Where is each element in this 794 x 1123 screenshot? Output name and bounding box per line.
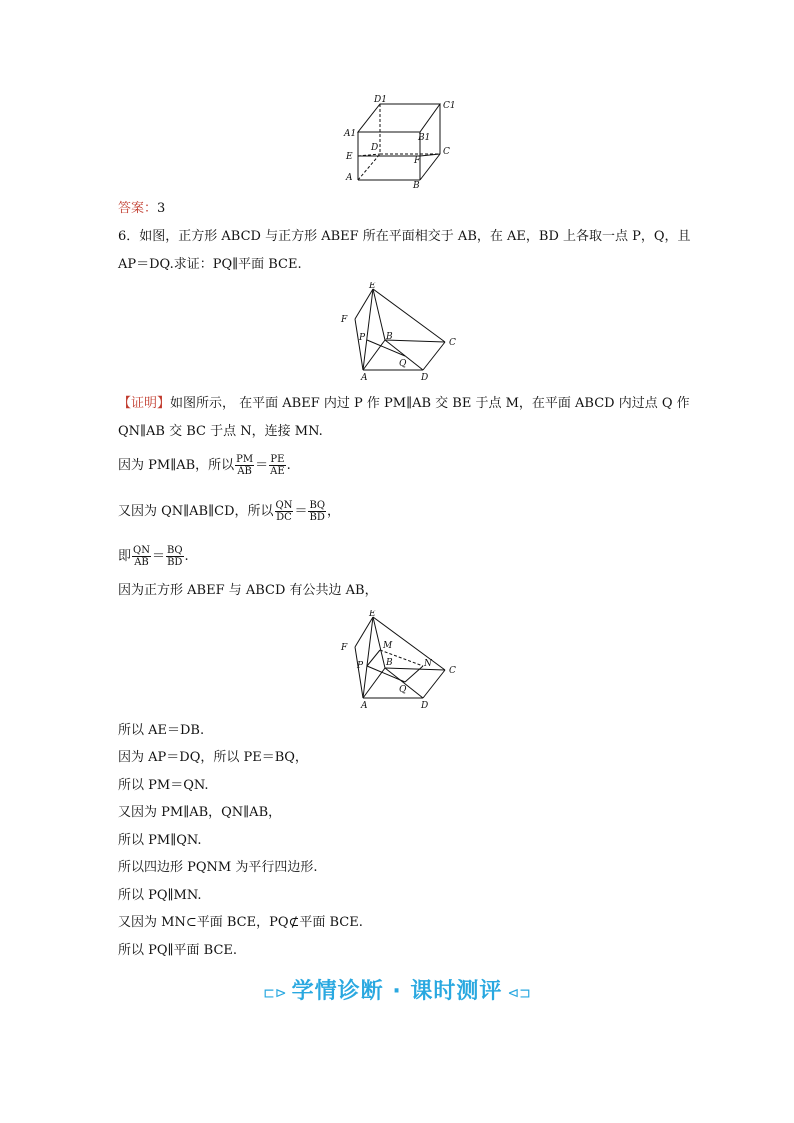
proof-tag: 【证明】 bbox=[118, 396, 171, 411]
l5-end: . bbox=[184, 549, 189, 564]
problem-line-1: 6．如图，正方形 ABCD 与正方形 ABEF 所在平面相交于 AB，在 AE，BD 上各取一点 P，Q，且 bbox=[118, 229, 691, 244]
fraction bbox=[308, 500, 326, 523]
answer-value: 3 bbox=[157, 201, 166, 216]
proof-line-3 bbox=[118, 454, 291, 477]
section-footer bbox=[0, 974, 794, 1005]
numerator: QN bbox=[275, 500, 293, 511]
fraction bbox=[235, 454, 254, 477]
figure-squares-constructed bbox=[335, 610, 465, 710]
edge-dc bbox=[423, 342, 445, 370]
equals: ＝ bbox=[151, 549, 165, 564]
footer-title: 学情诊断 · 课时测评 bbox=[291, 979, 503, 1004]
label-a: A bbox=[346, 173, 353, 183]
label-d: D bbox=[421, 373, 429, 382]
label-b: B bbox=[386, 332, 393, 342]
step-line: 所以四边形 PQNM 为平行四边形. bbox=[118, 860, 318, 875]
label-e: E bbox=[346, 152, 353, 162]
fraction bbox=[275, 500, 294, 523]
proof-text-1: 如图所示， 在平面 ABEF 内过 P 作 PM∥AB 交 BE 于点 M，在平面 ABCD 内过点 Q 作 bbox=[170, 396, 690, 411]
proof-line-4 bbox=[118, 500, 340, 523]
denominator: BD bbox=[167, 557, 183, 568]
l3-pre: 因为 PM∥AB，所以 bbox=[118, 458, 235, 473]
fraction bbox=[166, 545, 184, 568]
label-p: P bbox=[357, 661, 364, 671]
numerator: BQ bbox=[166, 545, 183, 556]
label-f: F bbox=[341, 643, 348, 653]
denominator: AB bbox=[134, 557, 149, 568]
numerator: PM bbox=[236, 454, 254, 465]
label-n: N bbox=[424, 659, 432, 669]
numerator: BQ bbox=[309, 500, 326, 511]
label-q: Q bbox=[399, 685, 407, 695]
figure-squares bbox=[335, 282, 465, 382]
label-c: C bbox=[443, 147, 450, 157]
equals: ＝ bbox=[294, 504, 308, 519]
answer-label: 答案： bbox=[118, 201, 158, 216]
step-line: 所以 PM∥QN. bbox=[118, 833, 202, 848]
label-b: B bbox=[386, 658, 393, 668]
label-d1: D1 bbox=[374, 95, 387, 105]
left-arrow-icon: ⊏⊳ bbox=[263, 985, 287, 1002]
proof-line-1 bbox=[118, 395, 690, 413]
l4-end: ， bbox=[327, 504, 341, 519]
label-f: F bbox=[341, 315, 348, 325]
numerator: PE bbox=[270, 454, 285, 465]
label-a: A bbox=[361, 701, 368, 710]
box-top-face bbox=[358, 104, 440, 132]
l5-pre: 即 bbox=[118, 549, 132, 564]
denominator: AE bbox=[270, 466, 285, 477]
denominator: AB bbox=[237, 466, 252, 477]
denominator: DC bbox=[276, 512, 292, 523]
proof-line-6: 因为正方形 ABEF 与 ABCD 有公共边 AB， bbox=[118, 583, 378, 598]
proof-line-5 bbox=[118, 545, 189, 568]
edge-bc bbox=[385, 340, 445, 342]
fraction bbox=[132, 545, 151, 568]
step-line: 所以 AE＝DB. bbox=[118, 723, 205, 738]
label-d: D bbox=[371, 143, 379, 153]
label-p: P bbox=[359, 333, 366, 343]
label-d: D bbox=[421, 701, 429, 710]
label-b: B bbox=[413, 181, 420, 189]
problem-line-2: AP＝DQ.求证：PQ∥平面 BCE. bbox=[118, 257, 302, 272]
edge-pq bbox=[367, 340, 405, 356]
proof-line-2: QN∥AB 交 BC 于点 N，连接 MN. bbox=[118, 424, 323, 439]
label-c: C bbox=[449, 666, 456, 676]
label-a1: A1 bbox=[344, 129, 357, 139]
label-a: A bbox=[361, 373, 368, 382]
edge-fa bbox=[355, 319, 363, 370]
step-line: 因为 AP＝DQ，所以 PE＝BQ， bbox=[118, 750, 308, 765]
numerator: QN bbox=[133, 545, 150, 556]
figure-box bbox=[340, 94, 460, 189]
box-edge bbox=[420, 154, 440, 180]
edge-bc bbox=[385, 668, 445, 670]
label-c: C bbox=[449, 338, 456, 348]
step-line: 所以 PQ∥MN. bbox=[118, 888, 202, 903]
label-e: E bbox=[369, 610, 376, 619]
label-e: E bbox=[369, 282, 376, 291]
answer-line bbox=[118, 200, 165, 218]
step-line: 所以 PQ∥平面 BCE. bbox=[118, 943, 238, 958]
box-hidden-edge bbox=[358, 154, 380, 180]
l4-pre: 又因为 QN∥AB∥CD，所以 bbox=[118, 504, 274, 519]
fraction bbox=[269, 454, 286, 477]
edge-fa bbox=[355, 647, 363, 698]
edge-dc bbox=[423, 670, 445, 698]
label-q: Q bbox=[399, 359, 407, 369]
label-b1: B1 bbox=[418, 133, 431, 143]
step-line: 又因为 PM∥AB，QN∥AB， bbox=[118, 805, 282, 820]
denominator: BD bbox=[309, 512, 325, 523]
l3-end: . bbox=[286, 458, 291, 473]
step-line: 所以 PM＝QN. bbox=[118, 778, 209, 793]
label-c1: C1 bbox=[443, 101, 456, 111]
label-m: M bbox=[383, 641, 393, 651]
step-line: 又因为 MN⊂平面 BCE，PQ⊄平面 BCE. bbox=[118, 915, 363, 930]
equals: ＝ bbox=[255, 458, 269, 473]
label-f: F bbox=[414, 156, 421, 166]
right-arrow-icon: ⊲⊐ bbox=[507, 985, 531, 1002]
